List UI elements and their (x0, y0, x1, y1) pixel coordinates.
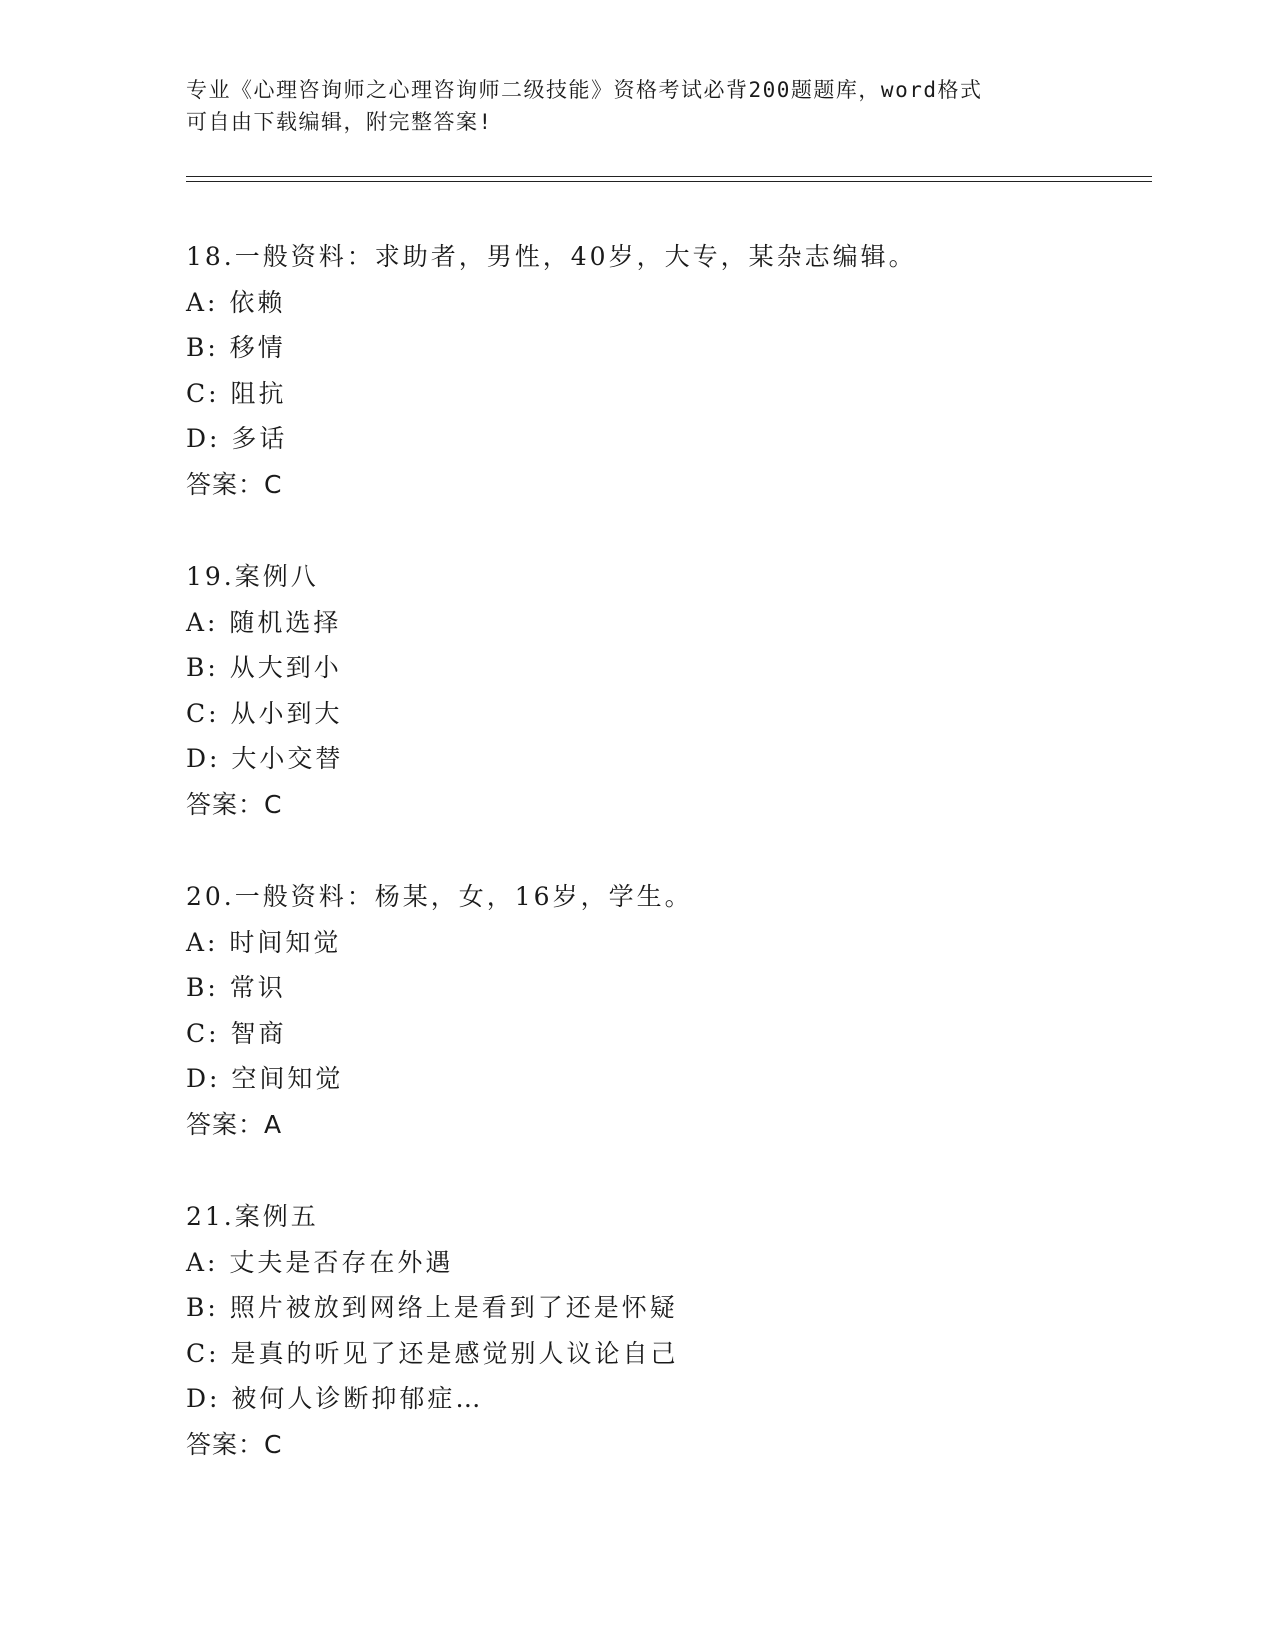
question-stem: 19.案例八 (186, 562, 319, 591)
option-b: B: 照片被放到网络上是看到了还是怀疑 (186, 1293, 678, 1322)
question-18 (186, 234, 917, 507)
answer-line: 答案：C (186, 1429, 283, 1459)
header-divider-top (186, 176, 1152, 177)
header-divider-bottom (186, 181, 1152, 182)
header-line-1: 专业《心理咨询师之心理咨询师二级技能》资格考试必背200题题库，word格式 (186, 78, 983, 102)
option-a: A: 丈夫是否存在外遇 (186, 1247, 454, 1277)
answer-line: 答案：C (186, 789, 283, 819)
option-c: C: 是真的听见了还是感觉别人议论自己 (186, 1338, 679, 1368)
option-d: D: 多话 (186, 424, 288, 453)
question-stem: 21.案例五 (186, 1202, 319, 1231)
option-d: D: 空间知觉 (186, 1064, 344, 1093)
option-b: B: 从大到小 (186, 653, 342, 682)
option-c: C: 智商 (186, 1018, 287, 1048)
option-a: A: 时间知觉 (186, 927, 342, 957)
option-d: D: 大小交替 (186, 744, 344, 773)
header-line-2: 可自由下载编辑，附完整答案! (186, 110, 493, 134)
option-c: C: 从小到大 (186, 698, 343, 728)
question-20 (186, 874, 693, 1147)
question-stem: 18.一般资料：求助者，男性，40岁，大专，某杂志编辑。 (186, 242, 917, 271)
option-d: D: 被何人诊断抑郁症… (186, 1384, 484, 1413)
answer-line: 答案：C (186, 469, 283, 499)
question-21 (186, 1194, 679, 1467)
question-stem: 20.一般资料：杨某，女，16岁，学生。 (186, 882, 693, 911)
option-b: B: 移情 (186, 333, 286, 362)
answer-line: 答案：A (186, 1109, 283, 1139)
option-b: B: 常识 (186, 973, 286, 1002)
option-a: A: 依赖 (186, 287, 286, 317)
option-a: A: 随机选择 (186, 607, 342, 637)
option-c: C: 阻抗 (186, 378, 287, 408)
question-19 (186, 554, 343, 827)
document-header (186, 74, 1086, 138)
